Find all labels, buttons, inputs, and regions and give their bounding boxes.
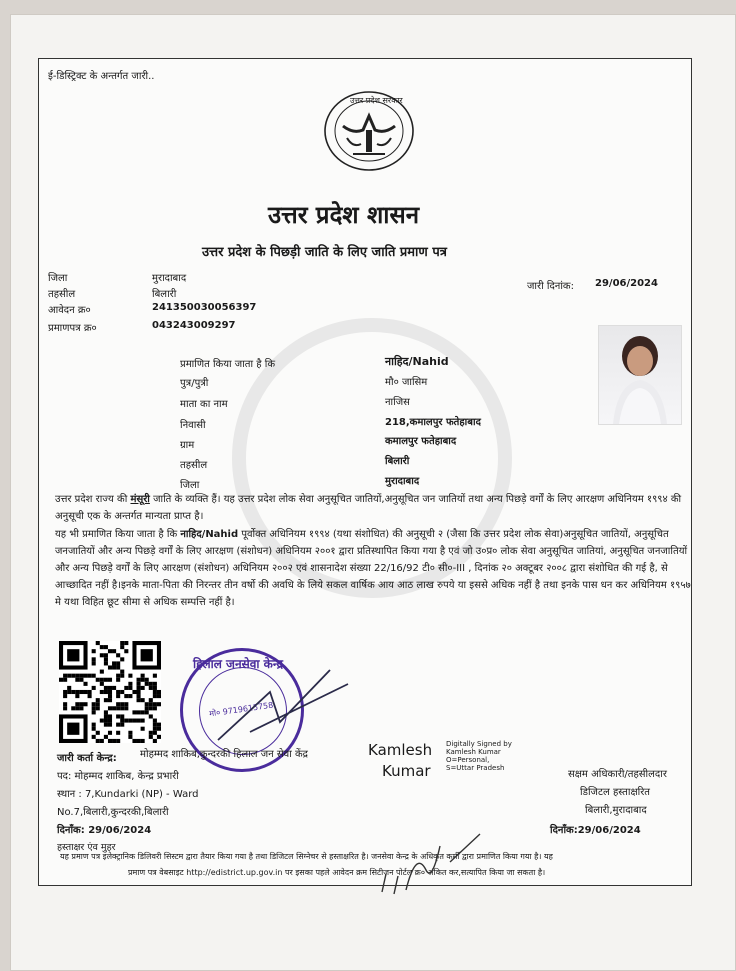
para1-suffix: जाति के व्यक्ति हैं। यह उत्तर प्रदेश लोक सेवा अनुसूचित जातियों,अनुसूचित जन जातियों तथा अन्य पिछड़े वर्गों के लिए आरक्षण अधिनियम १९९४ की अनुसूची एक के अन्तर्गत मान्यता प्राप्त है।	[55, 494, 682, 522]
para2-suffix: पूर्वोक्त अधिनियम १९९४ (यथा संशोधित) की अनुसूची २ (जैसा कि उत्तर प्रदेश लोक सेवा)अनुसूचित जातियों, अनुसूचित जनजातियों और अन्य पिछड़े वर्गों के लिए आरक्षण (संशोधन) अधिनियम २००१ द्वारा प्रतिस्थापित किया गया है एवं जो उ०प्र० लोक सेवा अनुसूचित जातियां, अनुसूचित जनजातियों और अन्य पिछड़े वर्गों के लिए आरक्षण (संशोधन) अधिनियम २००२ एवं शासनादेश संख्या 22/16/92 टी० सी०-III , दिनांक २० अक्टूबर २००८ द्वारा संशोधित की गई है, से आच्छादित नहीं है।इनके माता-पिता की निरन्तर तीन वर्षो की अवधि के लिये सकल वार्षिक आय आठ लाख रुपये या इससे अधिक नहीं है तथा इनके पास धन कर अधिनियम १९५७ मे यथा विहित छूट सीमा से अधिक सम्पत्ति नहीं है।	[55, 529, 691, 608]
footer-line1: यह प्रमाण पत्र इलेक्ट्रानिक डिलिवरी सिस्टम द्वारा तैयार किया गया है तथा डिजिटल सिग्नेचर से हस्ताक्षरित है। जनसेवा केन्द्र के अधिकृत कर्मी द्वारा प्रमाणित किया गया है। यह	[60, 852, 553, 861]
paragraph-certification	[55, 526, 695, 611]
issue-date-value: 29/06/2024	[595, 278, 658, 289]
top-note: ई-डिस्ट्रिक्ट के अन्तर्गत जारी..	[48, 71, 155, 82]
digital-signature-details	[446, 740, 512, 772]
authority-signed: डिजिटल हस्ताक्षरित	[580, 787, 650, 798]
issue-date-label: जारी दिनांक:	[527, 281, 574, 292]
digital-signer-name-line1: Kamlesh	[368, 741, 433, 759]
issuer-date: दिनाँक: 29/06/2024	[57, 825, 152, 836]
certificate-value: 043243009297	[152, 320, 236, 331]
issuer-sign-label: हस्ताक्षर एंव मुहर	[57, 842, 116, 853]
para2-name: नाहिद/Nahid	[180, 529, 239, 540]
applicant-name: नाहिद/Nahid	[385, 355, 449, 368]
digital-signature-detail1: Digitally Signed by	[446, 740, 512, 748]
resident-value: 218,कमालपुर फतेहाबाद	[385, 417, 481, 428]
certificate-label: प्रमाणपत्र क्र०	[48, 323, 97, 334]
authority-place: बिलारी,मुरादाबाद	[585, 805, 647, 816]
digital-signature-detail4: S=Uttar Pradesh	[446, 764, 505, 772]
page-title: उत्तर प्रदेश शासन	[268, 201, 420, 229]
issuer-place-line2: No.7,बिलारी,कुन्दरकी,बिलारी	[57, 807, 169, 818]
stamp-inner-text: मो० 9719615758	[208, 700, 274, 719]
stamp-outer-text: हिलाल जनसेवा केन्द्र	[193, 657, 283, 671]
father-name: मौ० जासिम	[385, 377, 428, 388]
digital-signature-detail3: O=Personal,	[446, 756, 490, 764]
person-tehsil-label: तहसील	[180, 460, 208, 471]
emblem-caption: उत्तर प्रदेश सरकार	[350, 96, 403, 105]
digital-signer-name-line2: Kumar	[382, 762, 431, 780]
handwritten-signature	[210, 662, 360, 752]
person-district-value: मुरादाबाद	[385, 476, 420, 487]
issuer-place-line1: स्थान : 7,Kundarki (NP) - Ward	[57, 789, 199, 800]
tehsil-value: बिलारी	[152, 289, 177, 300]
footer-line2: प्रमाण पत्र वेबसाइट http://edistrict.up.gov.in पर इसका पहले आवेदन क्रम सिटीज़न पोर्टल क्र० अंकित कर,सत्यापित किया जा सकता है।	[128, 868, 546, 877]
para1-prefix: उत्तर प्रदेश राज्य की	[55, 494, 131, 505]
village-label: ग्राम	[180, 440, 195, 451]
authority-date: दिनाँक:29/06/2024	[550, 825, 641, 836]
issuer-post: पद: मोहम्मद शाकिब, केन्द्र प्रभारी	[57, 771, 179, 782]
qr-code	[59, 641, 161, 743]
para2-prefix: यह भी प्रमाणित किया जाता है कि	[55, 529, 181, 540]
person-district-label: जिला	[180, 480, 200, 491]
applicant-photo	[598, 325, 682, 425]
page-subtitle: उत्तर प्रदेश के पिछड़ी जाति के लिए जाति प्रमाण पत्र	[202, 245, 447, 260]
application-label: आवेदन क्र०	[48, 305, 91, 316]
authority-title: सक्षम अधिकारी/तहसीलदार	[568, 769, 667, 780]
person-tehsil-value: बिलारी	[385, 456, 410, 467]
resident-label: निवासी	[180, 420, 206, 431]
application-value: 241350030056397	[152, 302, 257, 313]
certified-label: प्रमाणित किया जाता है कि	[180, 359, 276, 370]
handwritten-marks	[372, 832, 492, 902]
digital-signature-detail2: Kamlesh Kumar	[446, 748, 501, 756]
mother-label: माता का नाम	[180, 399, 228, 410]
mother-name: नाजिस	[385, 397, 410, 408]
district-label: जिला	[48, 273, 68, 284]
issuer-center-name: मोहम्मद शाकिब,कुन्दरकी हिलाल जन सेवा केंद्र	[140, 749, 308, 760]
paragraph-caste	[55, 491, 695, 525]
tehsil-label: तहसील	[48, 289, 76, 300]
village-value: कमालपुर फतेहाबाद	[385, 436, 457, 447]
caste-name: मंसूरी	[130, 494, 150, 505]
issuer-center-label: जारी कर्ता केन्द्र:	[57, 753, 117, 764]
district-value: मुरादाबाद	[152, 273, 187, 284]
son-daughter-label: पुत्र/पुत्री	[180, 378, 209, 389]
